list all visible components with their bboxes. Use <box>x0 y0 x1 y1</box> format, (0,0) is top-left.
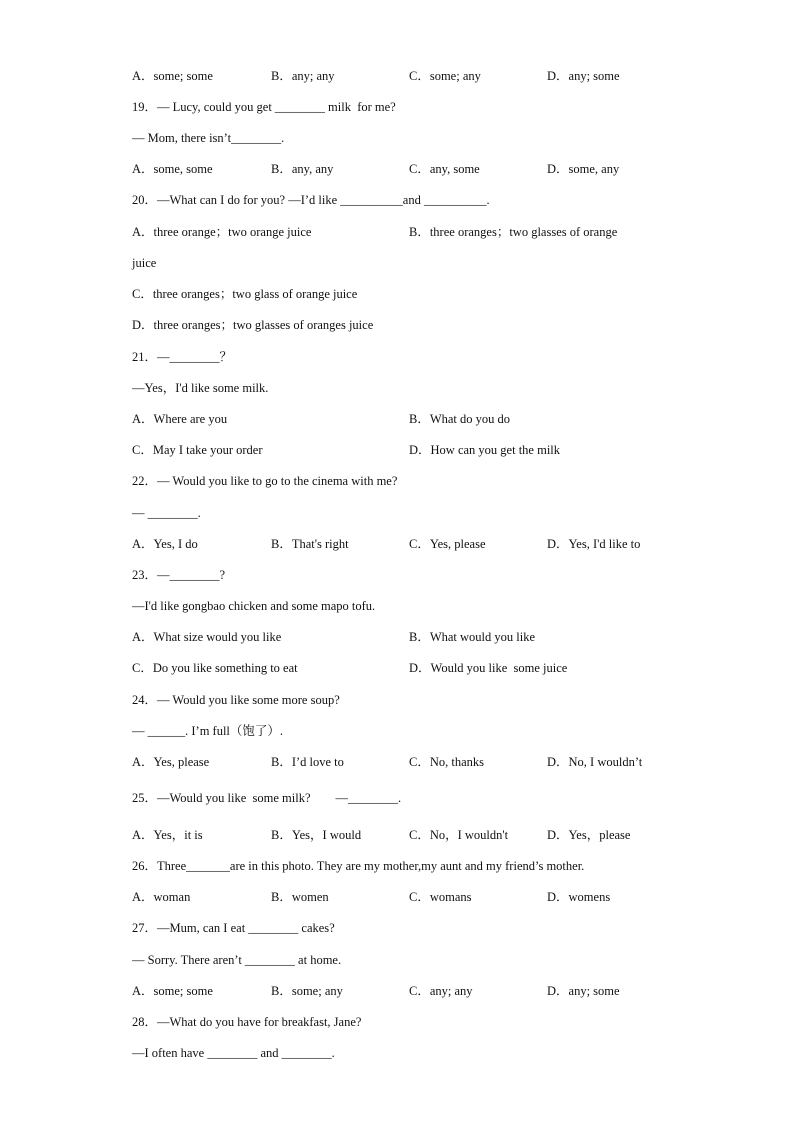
q21-reply: —Yes，I'd like some milk. <box>132 381 269 395</box>
q27-reply: — Sorry. There aren’t ________ at home. <box>132 953 342 967</box>
q25-option-a[interactable]: A．Yes，it is <box>132 828 203 842</box>
q28-stem: 28．—What do you have for breakfast, Jane? <box>132 1015 362 1029</box>
q22-option-b[interactable]: B．That's right <box>271 537 349 551</box>
q26-options <box>132 889 672 905</box>
q26-option-b[interactable]: B．women <box>271 890 329 904</box>
q27-option-a[interactable]: A．some; some <box>132 984 213 998</box>
q22-stem: 22．— Would you like to go to the cinema with me? <box>132 474 398 488</box>
q27-stem: 27．—Mum, can I eat ________ cakes? <box>132 921 335 935</box>
q25-option-c[interactable]: C．No，I wouldn't <box>409 828 509 842</box>
q19-option-c[interactable]: C．any, some <box>409 162 480 176</box>
q23-option-d[interactable]: D．Would you like some juice <box>409 661 568 675</box>
q20-option-a[interactable]: A．three orange；two orange juice <box>132 225 312 239</box>
q21-options-ab <box>132 411 672 427</box>
q23-option-a[interactable]: A．What size would you like <box>132 630 282 644</box>
q19-option-a[interactable]: A．some, some <box>132 162 213 176</box>
q19-option-b[interactable]: B．any, any <box>271 162 334 176</box>
q23-stem: 23．—________? <box>132 568 226 582</box>
q20-options-ab <box>132 224 672 240</box>
q19-option-d[interactable]: D．some, any <box>547 162 620 176</box>
q22-reply: — ________. <box>132 506 201 520</box>
q25-stem: 25．—Would you like some milk? —________. <box>132 791 402 805</box>
q21-options-cd <box>132 442 672 458</box>
q21-stem: 21．—________？ <box>132 350 233 364</box>
q22-options <box>132 536 672 552</box>
q24-option-a[interactable]: A．Yes, please <box>132 755 210 769</box>
q25-option-d[interactable]: D．Yes，please <box>547 828 631 842</box>
q20-option-b-continued: juice <box>132 256 157 270</box>
q21-option-b[interactable]: B．What do you do <box>409 412 511 426</box>
q19-stem: 19．— Lucy, could you get ________ milk for me? <box>132 100 396 114</box>
q24-options <box>132 754 672 770</box>
q24-reply: — ______. I’m full（饱了）. <box>132 724 284 738</box>
q18-option-c[interactable]: C．some; any <box>409 69 481 83</box>
q20-stem: 20．—What can I do for you? —I’d like __________and __________. <box>132 193 490 207</box>
q19-options <box>132 161 672 177</box>
q24-option-b[interactable]: B．I’d love to <box>271 755 344 769</box>
q20-option-c[interactable]: C．three oranges；two glass of orange juice <box>132 287 358 301</box>
q20-option-d[interactable]: D．three oranges；two glasses of oranges juice <box>132 318 374 332</box>
q24-option-c[interactable]: C．No, thanks <box>409 755 485 769</box>
q18-option-a[interactable]: A．some; some <box>132 69 213 83</box>
q27-options <box>132 983 672 999</box>
q19-reply: — Mom, there isn’t________. <box>132 131 285 145</box>
q21-option-d[interactable]: D．How can you get the milk <box>409 443 561 457</box>
q25-option-b[interactable]: B．Yes，I would <box>271 828 362 842</box>
q20-option-b[interactable]: B．three oranges；two glasses of orange <box>409 225 618 239</box>
q22-option-c[interactable]: C．Yes, please <box>409 537 486 551</box>
q25-options <box>132 827 672 843</box>
q27-option-d[interactable]: D．any; some <box>547 984 620 998</box>
q26-stem: 26．Three_______are in this photo. They are my mother,my aunt and my friend’s mother. <box>132 859 585 873</box>
q23-reply: —I'd like gongbao chicken and some mapo tofu. <box>132 599 376 613</box>
q22-option-d[interactable]: D．Yes, I'd like to <box>547 537 641 551</box>
q18-option-b[interactable]: B．any; any <box>271 69 335 83</box>
q24-option-d[interactable]: D．No, I wouldn’t <box>547 755 643 769</box>
q21-option-a[interactable]: A．Where are you <box>132 412 228 426</box>
q26-option-d[interactable]: D．womens <box>547 890 611 904</box>
q23-option-b[interactable]: B．What would you like <box>409 630 536 644</box>
q22-option-a[interactable]: A．Yes, I do <box>132 537 198 551</box>
q27-option-b[interactable]: B．some; any <box>271 984 343 998</box>
q28-reply: —I often have ________ and ________. <box>132 1046 335 1060</box>
q23-options-ab <box>132 629 672 645</box>
q23-options-cd <box>132 660 672 676</box>
q18-options <box>132 68 672 84</box>
q26-option-c[interactable]: C．womans <box>409 890 472 904</box>
q27-option-c[interactable]: C．any; any <box>409 984 473 998</box>
q21-option-c[interactable]: C．May I take your order <box>132 443 263 457</box>
q23-option-c[interactable]: C．Do you like something to eat <box>132 661 298 675</box>
q18-option-d[interactable]: D．any; some <box>547 69 620 83</box>
q26-option-a[interactable]: A．woman <box>132 890 191 904</box>
q24-stem: 24．— Would you like some more soup? <box>132 693 340 707</box>
